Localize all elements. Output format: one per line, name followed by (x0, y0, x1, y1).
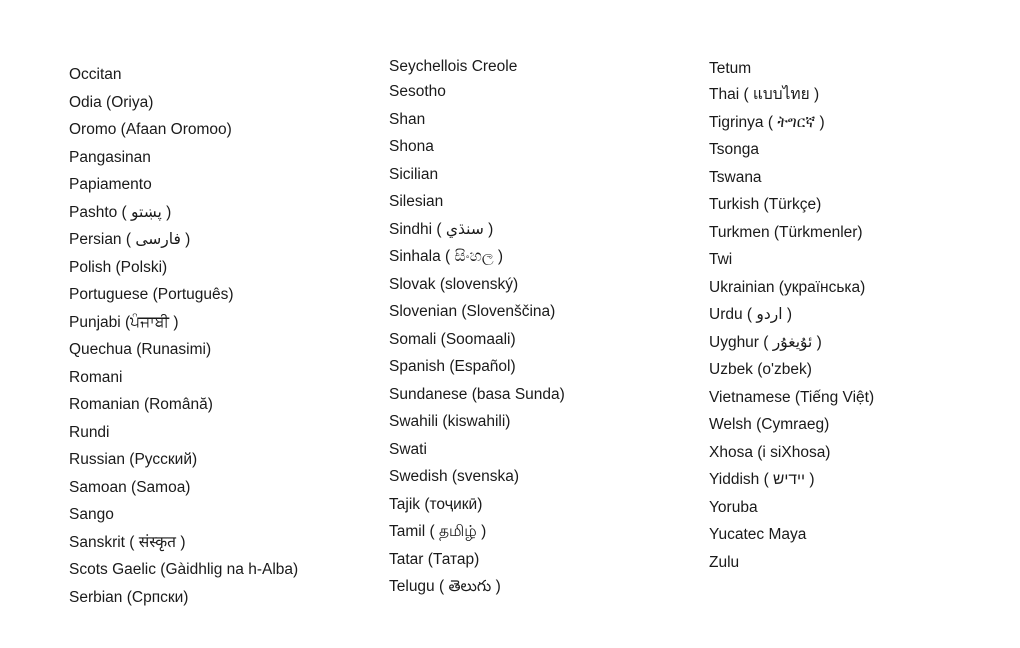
language-item: Romanian (Română) (69, 396, 213, 413)
language-item: Quechua (Runasimi) (69, 341, 212, 358)
language-item: Turkish (Türkçe) (709, 196, 822, 213)
language-item: Tajik (тоҷикӣ) (389, 495, 483, 513)
language-item: Persian ( فارسی ) (69, 231, 191, 248)
language-item: Tetum (709, 60, 752, 77)
language-item: Papiamento (69, 176, 152, 193)
language-item: Sanskrit ( संस्कृत ) (69, 533, 186, 551)
language-item: Scots Gaelic (Gàidhlig na h-Alba) (69, 561, 299, 578)
language-column-3 (709, 56, 874, 576)
language-item: Sundanese (basa Sunda) (389, 385, 565, 403)
language-item: Shan (389, 110, 426, 128)
language-item: Welsh (Cymraeg) (709, 416, 830, 433)
language-item: Yiddish ( יידיש ) (709, 471, 815, 488)
language-item: Uzbek (o'zbek) (709, 361, 812, 378)
language-item: Spanish (Español) (389, 358, 516, 375)
language-item: Zulu (709, 553, 740, 571)
language-item: Tswana (709, 168, 762, 186)
language-item: Tsonga (709, 141, 759, 158)
language-item: Xhosa (i siXhosa) (709, 443, 831, 461)
language-item: Sesotho (389, 83, 446, 100)
language-item: Slovak (slovenský) (389, 275, 519, 293)
language-item: Swedish (svenska) (389, 468, 520, 485)
language-item: Portuguese (Português) (69, 286, 234, 303)
language-item: Vietnamese (Tiếng Việt) (709, 388, 875, 406)
language-item: Serbian (Српски) (69, 588, 189, 606)
language-item: Yoruba (709, 498, 758, 516)
language-item: Sindhi ( سنڌي ) (389, 220, 494, 238)
language-item: Oromo (Afaan Oromoo) (69, 121, 232, 138)
language-item: Twi (709, 251, 733, 268)
language-item: Somali (Soomaali) (389, 330, 516, 348)
language-item: Sinhala ( සිංහල ) (389, 248, 504, 265)
language-item: Thai ( แบบไทย ) (709, 86, 820, 103)
language-item: Pashto ( پښتو ) (69, 203, 172, 221)
language-item: Slovenian (Slovenščina) (389, 303, 556, 320)
language-item: Uyghur ( ئۇيغۇر ) (709, 333, 822, 351)
language-item: Odia (Oriya) (69, 93, 154, 111)
language-item: Seychellois Creole (389, 58, 518, 75)
language-item: Tigrinya ( ትግርኛ ) (709, 113, 825, 131)
language-item: Ukrainian (українська) (709, 278, 866, 296)
language-item: Punjabi (ਪੰਜਾਬੀ ) (69, 313, 179, 331)
language-item: Tatar (Татар) (389, 550, 480, 568)
language-column-2 (389, 56, 565, 601)
language-column-1 (69, 61, 298, 611)
language-item: Tamil ( தமிழ் ) (389, 523, 487, 540)
language-item: Sicilian (389, 165, 439, 183)
language-item: Urdu ( اردو ) (709, 306, 793, 323)
language-item: Russian (Русский) (69, 451, 198, 468)
language-item: Romani (69, 368, 123, 386)
language-item: Swati (389, 440, 427, 458)
language-item: Samoan (Samoa) (69, 478, 191, 496)
language-item: Rundi (69, 423, 110, 441)
language-item: Shona (389, 138, 434, 155)
language-item: Swahili (kiswahili) (389, 413, 511, 430)
language-item: Sango (69, 506, 114, 523)
language-item: Silesian (389, 193, 444, 210)
language-item: Occitan (69, 66, 122, 83)
language-item: Yucatec Maya (709, 526, 807, 543)
language-item: Telugu ( తెలుగు ) (389, 578, 501, 595)
language-item: Turkmen (Türkmenler) (709, 223, 863, 241)
language-item: Polish (Polski) (69, 258, 168, 276)
language-item: Pangasinan (69, 148, 151, 166)
